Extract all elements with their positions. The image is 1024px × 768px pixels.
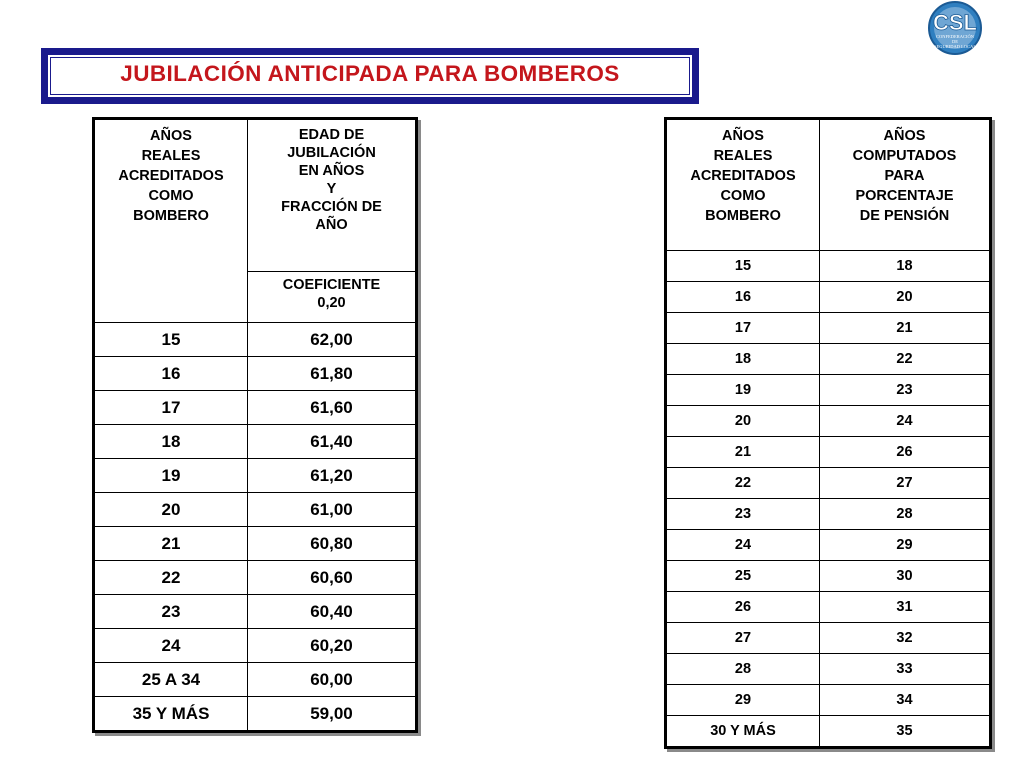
table-row	[666, 561, 991, 592]
years-cell: 20	[666, 406, 820, 437]
years-cell: 23	[94, 595, 248, 629]
value-cell: 60,60	[248, 561, 417, 595]
years-cell: 15	[94, 323, 248, 357]
value-cell: 22	[820, 344, 991, 375]
logo-text: CSL	[933, 10, 977, 35]
value-cell: 61,80	[248, 357, 417, 391]
header-line: COMPUTADOS	[852, 148, 957, 164]
table-row	[94, 561, 417, 595]
table-row	[94, 459, 417, 493]
header-computed-years	[820, 119, 991, 251]
table-row	[666, 530, 991, 561]
table-row	[666, 437, 991, 468]
coef-lines	[248, 276, 415, 312]
years-cell: 16	[666, 282, 820, 313]
header-line: BOMBERO	[705, 208, 781, 224]
value-cell: 30	[820, 561, 991, 592]
header-line: DE PENSIÓN	[859, 208, 950, 224]
table-row	[94, 323, 417, 357]
years-cell: 19	[94, 459, 248, 493]
years-cell: 27	[666, 623, 820, 654]
years-cell: 21	[666, 437, 820, 468]
table-row	[666, 313, 991, 344]
years-cell: 35 Y MÁS	[94, 697, 248, 732]
table-row	[94, 391, 417, 425]
value-cell: 33	[820, 654, 991, 685]
header-line: ACREDITADOS	[690, 168, 796, 184]
page-title: JUBILACIÓN ANTICIPADA PARA BOMBEROS	[120, 61, 620, 86]
header-line: PARA	[884, 168, 925, 184]
value-cell: 23	[820, 375, 991, 406]
years-cell: 18	[666, 344, 820, 375]
csl-logo-icon	[920, 0, 990, 56]
header-line: REALES	[713, 148, 773, 164]
value-cell: 29	[820, 530, 991, 561]
years-cell: 24	[94, 629, 248, 663]
header-line: AÑOS	[883, 128, 926, 144]
table-row	[666, 716, 991, 748]
header-line: COEFICIENTE	[282, 277, 381, 293]
years-cell: 20	[94, 493, 248, 527]
header-line: 0,20	[317, 295, 346, 311]
table-row	[666, 251, 991, 282]
table-row	[94, 629, 417, 663]
years-cell: 18	[94, 425, 248, 459]
header-line: COMO	[720, 188, 766, 204]
years-cell: 24	[666, 530, 820, 561]
header-line: AÑOS	[722, 128, 764, 144]
pension-percentage-table	[664, 117, 992, 749]
value-cell: 18	[820, 251, 991, 282]
years-cell: 26	[666, 592, 820, 623]
value-cell: 26	[820, 437, 991, 468]
table-row	[666, 282, 991, 313]
value-cell: 31	[820, 592, 991, 623]
value-cell: 60,40	[248, 595, 417, 629]
value-cell: 62,00	[248, 323, 417, 357]
value-cell: 20	[820, 282, 991, 313]
years-cell: 21	[94, 527, 248, 561]
years-cell: 23	[666, 499, 820, 530]
header-lines	[248, 126, 415, 234]
value-cell: 59,00	[248, 697, 417, 732]
years-cell: 15	[666, 251, 820, 282]
value-cell: 35	[820, 716, 991, 748]
header-line: REALES	[141, 148, 201, 164]
header-years-as-firefighter	[666, 119, 820, 251]
header-line: JUBILACIÓN	[287, 145, 376, 161]
logo-subtext-2: DE	[952, 39, 958, 44]
value-cell: 27	[820, 468, 991, 499]
logo-subtext-3: SEGURIDAD LOCAL	[933, 44, 977, 49]
value-cell: 60,00	[248, 663, 417, 697]
years-cell: 19	[666, 375, 820, 406]
table-row	[666, 592, 991, 623]
table-row	[666, 344, 991, 375]
years-cell: 16	[94, 357, 248, 391]
years-cell: 25 A 34	[94, 663, 248, 697]
table-row	[666, 375, 991, 406]
value-cell: 32	[820, 623, 991, 654]
header-line: BOMBERO	[133, 208, 209, 224]
years-cell: 30 Y MÁS	[666, 716, 820, 748]
header-line: FRACCIÓN DE	[281, 199, 382, 215]
value-cell: 61,00	[248, 493, 417, 527]
table-row	[94, 493, 417, 527]
table-row	[666, 468, 991, 499]
years-cell: 25	[666, 561, 820, 592]
value-cell: 34	[820, 685, 991, 716]
table-row	[666, 623, 991, 654]
years-cell: 17	[94, 391, 248, 425]
header-line: AÑO	[315, 217, 348, 233]
value-cell: 28	[820, 499, 991, 530]
header-years-as-firefighter	[94, 119, 248, 323]
value-cell: 61,20	[248, 459, 417, 493]
header-line: EDAD DE	[298, 127, 365, 143]
title-banner	[41, 48, 699, 104]
header-line: COMO	[148, 188, 194, 204]
table-row	[94, 663, 417, 697]
years-cell: 22	[666, 468, 820, 499]
header-line: EN AÑOS	[298, 163, 365, 179]
table-row	[666, 654, 991, 685]
header-line: ACREDITADOS	[118, 168, 224, 184]
years-cell: 28	[666, 654, 820, 685]
table-row	[666, 685, 991, 716]
value-cell: 61,60	[248, 391, 417, 425]
header-line: AÑOS	[150, 128, 192, 144]
header-lines	[820, 126, 989, 226]
table-row	[94, 425, 417, 459]
table-row	[94, 595, 417, 629]
header-line: Y	[326, 181, 337, 197]
header-lines	[95, 126, 247, 226]
header-line: PORCENTAJE	[855, 188, 954, 204]
table-row	[666, 406, 991, 437]
value-cell: 60,20	[248, 629, 417, 663]
table-row	[94, 527, 417, 561]
value-cell: 61,40	[248, 425, 417, 459]
value-cell: 24	[820, 406, 991, 437]
table-row	[94, 697, 417, 732]
header-lines	[667, 126, 819, 226]
value-cell: 21	[820, 313, 991, 344]
value-cell: 60,80	[248, 527, 417, 561]
retirement-age-table	[92, 117, 418, 733]
logo-subtext-1: CONFEDERACIÓN	[935, 34, 975, 39]
header-coefficient	[248, 272, 417, 323]
table-row	[94, 357, 417, 391]
years-cell: 22	[94, 561, 248, 595]
years-cell: 29	[666, 685, 820, 716]
table-row	[666, 499, 991, 530]
years-cell: 17	[666, 313, 820, 344]
header-retirement-age	[248, 119, 417, 272]
